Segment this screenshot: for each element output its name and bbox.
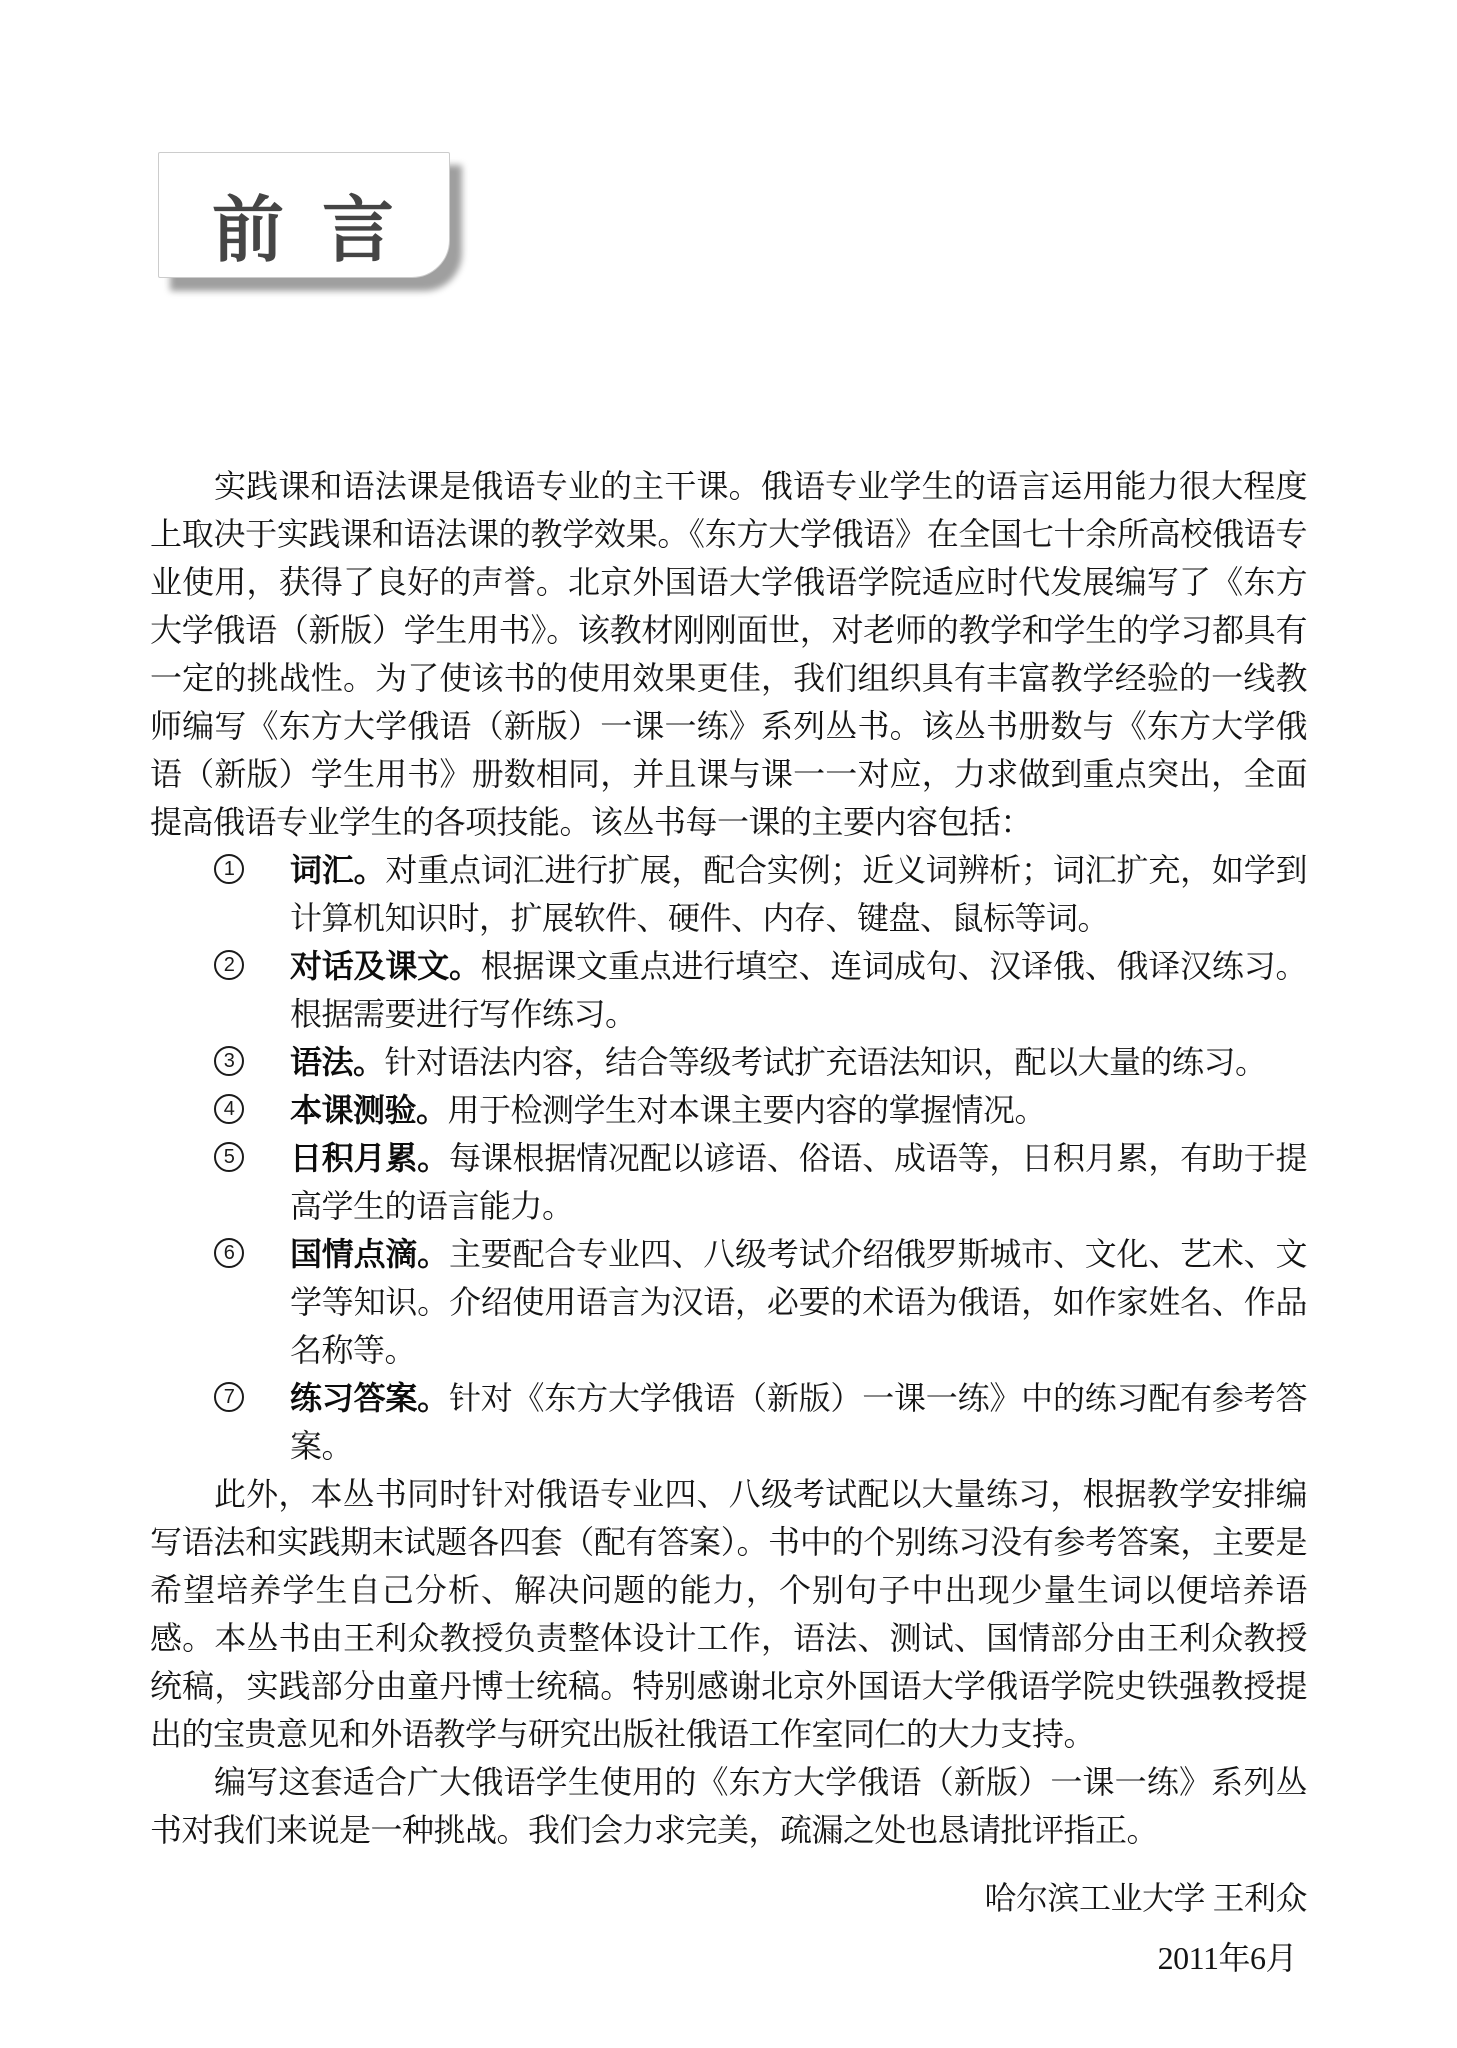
circled-number-badge: 6 — [214, 1238, 244, 1268]
item-term: 语法。 — [290, 1044, 385, 1080]
signature-date: 2011年6月 — [1157, 1940, 1297, 1976]
item-term: 本课测验。 — [290, 1092, 448, 1128]
list-item — [150, 942, 1307, 1038]
item-term: 词汇。 — [290, 852, 386, 888]
intro-paragraph: 实践课和语法课是俄语专业的主干课。俄语专业学生的语言运用能力很大程度上取决于实践课和语法课的教学效果。《东方大学俄语》在全国七十余所高校俄语专业使用，获得了良好的声誉。北京外国语大学俄语学院适应时代发展编写了《东方大学俄语（新版）学生用书》。该教材刚刚面世，对老师的教学和学生的学习都具有一定的挑战性。为了使该书的使用效果更佳，我们组织具有丰富教学经验的一线教师编写《东方大学俄语（新版）一课一练》系列丛书。该丛书册数与《东方大学俄语（新版）学生用书》册数相同，并且课与课一一对应，力求做到重点突出，全面提高俄语专业学生的各项技能。该丛书每一课的主要内容包括： — [150, 468, 1307, 840]
preface-body — [150, 462, 1307, 1988]
list-item — [150, 1038, 1307, 1086]
circled-number-badge: 4 — [214, 1094, 244, 1124]
item-term: 日积月累。 — [290, 1140, 449, 1176]
list-item — [150, 1230, 1307, 1374]
item-term: 对话及课文。 — [290, 948, 481, 984]
item-term: 练习答案。 — [290, 1380, 449, 1416]
item-description: 对重点词汇进行扩展，配合实例；近义词辨析；词汇扩充，如学到计算机知识时，扩展软件、硬件、内存、键盘、鼠标等词。 — [290, 852, 1307, 936]
signature-block — [150, 1868, 1307, 1988]
preface-title-box — [158, 152, 450, 278]
closing-paragraph: 编写这套适合广大俄语学生使用的《东方大学俄语（新版）一课一练》系列丛书对我们来说是一种挑战。我们会力求完美，疏漏之处也恳请批评指正。 — [150, 1764, 1307, 1848]
item-description: 根据课文重点进行填空、连词成句、汉译俄、俄译汉练习。根据需要进行写作练习。 — [290, 948, 1307, 1032]
page-title: 前 言 — [211, 191, 396, 271]
circled-number-badge: 1 — [214, 854, 244, 884]
contents-list — [150, 846, 1307, 1470]
item-term: 国情点滴。 — [290, 1236, 449, 1272]
list-item — [150, 846, 1307, 942]
circled-number-badge: 2 — [214, 950, 244, 980]
closing-paragraph: 此外，本丛书同时针对俄语专业四、八级考试配以大量练习，根据教学安排编写语法和实践期末试题各四套（配有答案）。书中的个别练习没有参考答案，主要是希望培养学生自己分析、解决问题的能力，个别句子中出现少量生词以便培养语感。本丛书由王利众教授负责整体设计工作，语法、测试、国情部分由王利众教授统稿，实践部分由童丹博士统稿。特别感谢北京外国语大学俄语学院史铁强教授提出的宝贵意见和外语教学与研究出版社俄语工作室同仁的大力支持。 — [150, 1476, 1307, 1752]
item-description: 用于检测学生对本课主要内容的掌握情况。 — [447, 1092, 1047, 1128]
circled-number-badge: 7 — [214, 1382, 244, 1412]
item-description: 针对《东方大学俄语（新版）一课一练》中的练习配有参考答案。 — [290, 1380, 1307, 1464]
circled-number-badge: 5 — [214, 1142, 244, 1172]
circled-number-badge: 3 — [214, 1046, 244, 1076]
list-item — [150, 1374, 1307, 1470]
signature-affiliation-author: 哈尔滨工业大学 王利众 — [984, 1880, 1307, 1916]
list-item — [150, 1134, 1307, 1230]
item-description: 针对语法内容，结合等级考试扩充语法知识，配以大量的练习。 — [384, 1044, 1267, 1080]
list-item — [150, 1086, 1307, 1134]
item-description: 每课根据情况配以谚语、俗语、成语等，日积月累，有助于提高学生的语言能力。 — [290, 1140, 1307, 1224]
item-description: 主要配合专业四、八级考试介绍俄罗斯城市、文化、艺术、文学等知识。介绍使用语言为汉语，必要的术语为俄语，如作家姓名、作品名称等。 — [290, 1236, 1307, 1368]
